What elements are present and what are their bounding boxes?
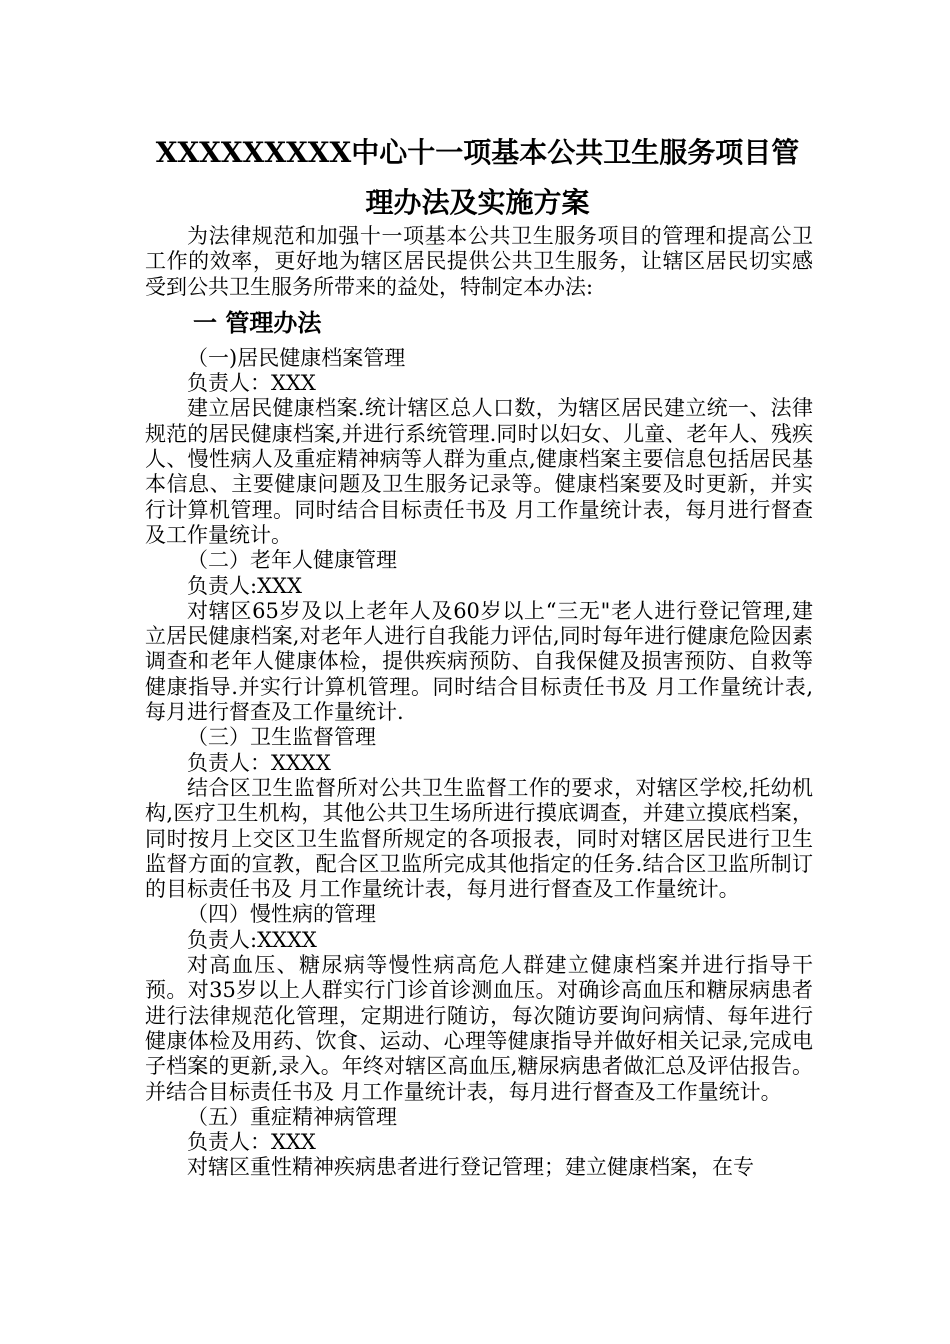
item-responsible: 负责人:XXXX	[187, 927, 317, 952]
item-text: 对辖区65岁及以上老年人及60岁以上“三无"老人进行登记管理,建立居民健康档案,对老年人进行自我能力评估,同时每年进行健康危险因素调查和老年人健康体检，提供疾病预防、自我保健及损害预防、自救等健康指导.并实行计算机管理。同时结合目标责任书及 月工作量统计表,每月进行督查及工作量统计.	[145, 598, 813, 725]
document-title-line-2: 理办法及实施方案	[365, 186, 590, 219]
item-heading: （三）卫生监督管理	[187, 725, 376, 750]
item-responsible: 负责人：XXX	[187, 1130, 316, 1155]
item-text: 结合区卫生监督所对公共卫生监督工作的要求，对辖区学校,托幼机构,医疗卫生机构，其他公共卫生场所进行摸底调查，并建立摸底档案，同时按月上交区卫生监督所规定的各项报表，同时对辖区居民进行卫生监督方面的宣教，配合区卫监所完成其他指定的任务.结合区卫监所制订的目标责任书及 月工作量统计表，每月进行督查及工作量统计。	[145, 775, 813, 902]
item-text: 建立居民健康档案.统计辖区总人口数，为辖区居民建立统一、法律规范的居民健康档案,并进行系统管理.同时以妇女、儿童、老年人、残疾人、慢性病人及重症精神病等人群为重点,健康档案主要信息包括居民基本信息、主要健康问题及卫生服务记录等。健康档案要及时更新，并实行计算机管理。同时结合目标责任书及 月工作量统计表，每月进行督查及工作量统计。	[145, 396, 813, 547]
item-heading: （四）慢性病的管理	[187, 902, 376, 927]
item-health-records	[145, 346, 813, 548]
item-responsible: 负责人：XXX	[187, 371, 316, 396]
item-mental-illness	[145, 1105, 813, 1181]
item-health-supervision	[145, 725, 813, 902]
document-body	[145, 224, 813, 1181]
item-elderly-health	[145, 548, 813, 725]
item-responsible: 负责人:XXX	[187, 573, 302, 598]
intro-paragraph: 为法律规范和加强十一项基本公共卫生服务项目的管理和提高公卫工作的效率，更好地为辖区居民提供公共卫生服务，让辖区居民切实感受到公共卫生服务所带来的益处，特制定本办法:	[145, 224, 813, 299]
item-chronic-disease	[145, 902, 813, 1104]
item-responsible: 负责人：XXXX	[187, 750, 331, 775]
section-heading-management: 一 管理办法	[193, 307, 322, 337]
item-text: 对辖区重性精神疾病患者进行登记管理；建立健康档案，在专	[187, 1155, 754, 1180]
item-heading: （五）重症精神病管理	[187, 1104, 397, 1129]
document-title-line-1: XXXXXXXXX中心十一项基本公共卫生服务项目管	[155, 136, 800, 169]
item-heading: （二）老年人健康管理	[187, 548, 397, 573]
item-text: 对高血压、糖尿病等慢性病高危人群建立健康档案并进行指导干预。对35岁以上人群实行门诊首诊测血压。对确诊高血压和糖尿病患者进行法律规范化管理，定期进行随访，每次随访要询问病情、每年进行健康体检及用药、饮食、运动、心理等健康指导并做好相关记录,完成电子档案的更新,录入。年终对辖区高血压,糖尿病患者做汇总及评估报告。并结合目标责任书及 月工作量统计表，每月进行督查及工作量统计。	[145, 953, 813, 1104]
item-heading: （一)居民健康档案管理	[187, 345, 406, 370]
